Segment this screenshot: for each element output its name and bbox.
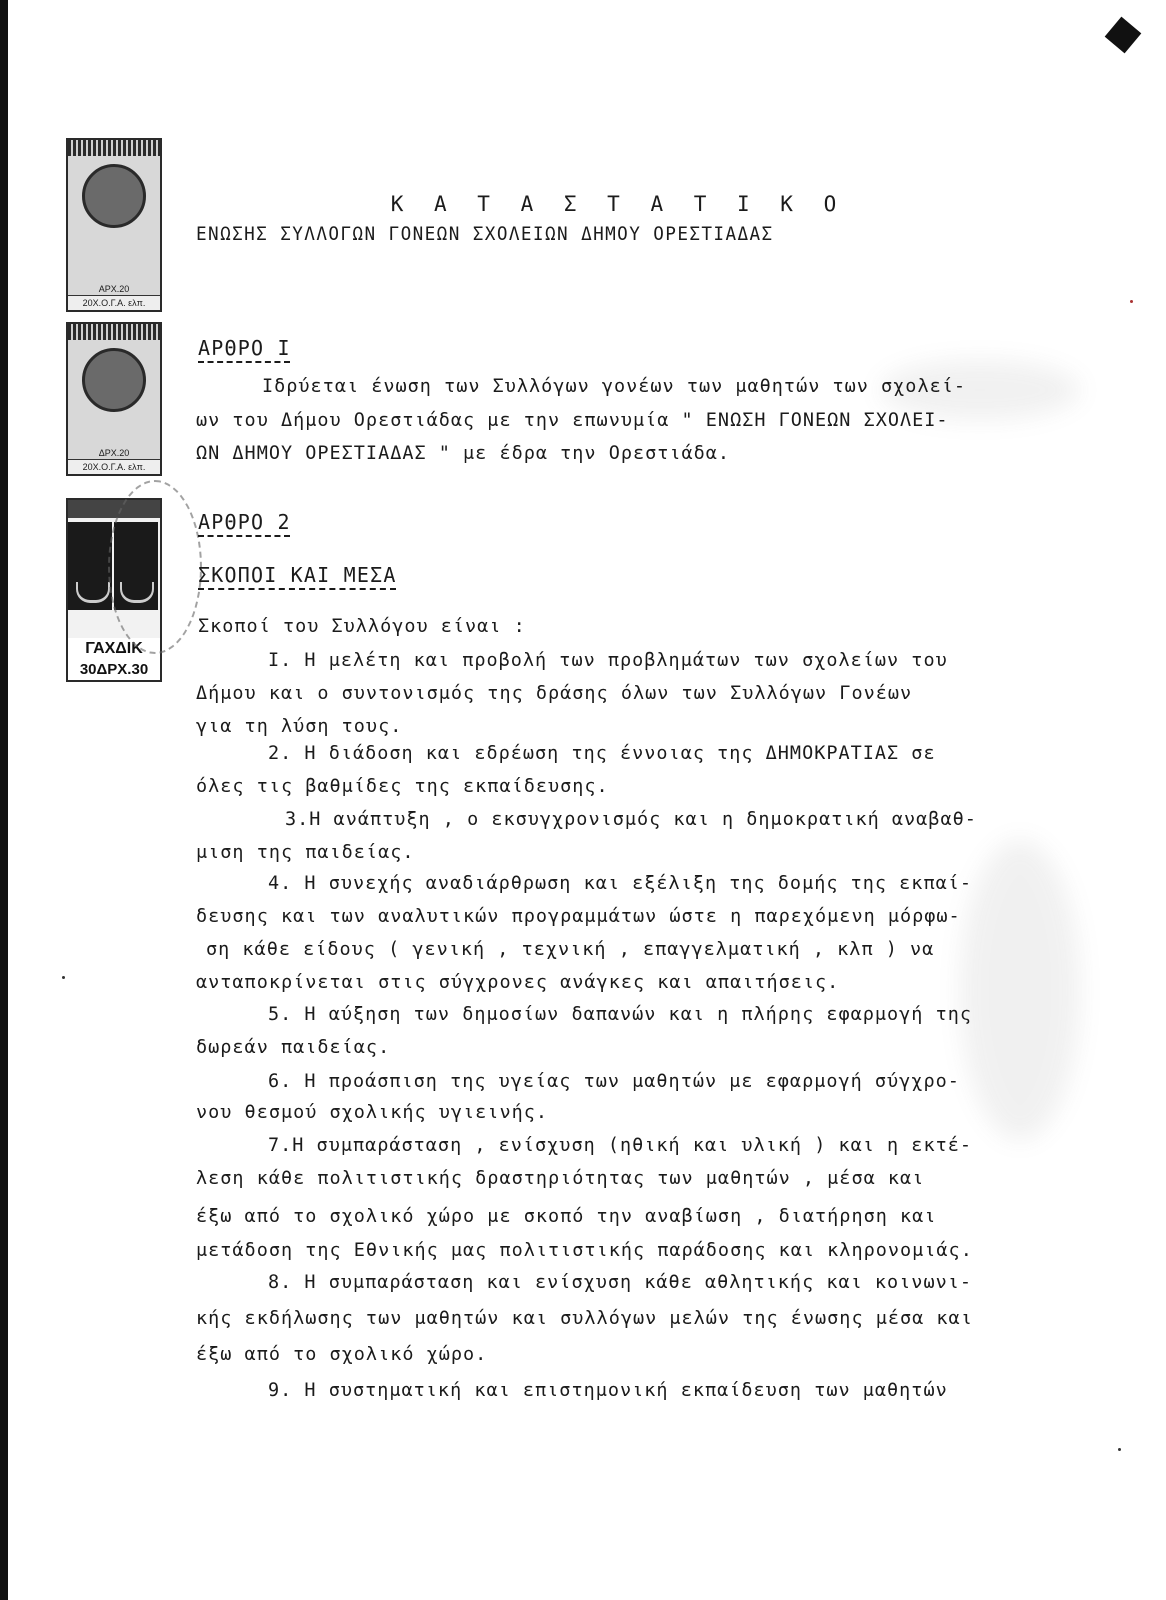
article-2-line: 4. Η συνεχής αναδιάρθρωση και εξέλιξη της δομής της εκπαί-: [268, 873, 973, 894]
article-2-intro: Σκοποί του Συλλόγου είναι :: [198, 616, 526, 637]
article-2-line: νου θεσμού σχολικής υγιεινής.: [196, 1102, 549, 1123]
article-2-line: λεση κάθε πολιτιστικής δραστηριότητας των μαθητών , μέσα και: [196, 1168, 925, 1189]
article-2-line: έξω από το σχολικό χώρο.: [196, 1344, 488, 1365]
speck: [62, 976, 65, 979]
article-2-line: έξω από το σχολικό χώρο με σκοπό την αναβίωση , διατήρηση και: [196, 1206, 937, 1227]
article-1-line: Ιδρύεται ένωση των Συλλόγων γονέων των μαθητών των σχολεί-: [262, 376, 967, 397]
article-2-line: 9. Η συστηματική και επιστημονική εκπαίδευση των μαθητών: [268, 1380, 948, 1401]
document-title: Κ Α Τ Α Σ Τ Α Τ Ι Κ Ο: [390, 192, 846, 216]
article-2-subheading: ΣΚΟΠΟΙ ΚΑΙ ΜΕΣΑ: [198, 563, 397, 587]
revenue-stamp: [66, 138, 162, 312]
ink-seal: [108, 480, 202, 654]
article-1-heading: ΑΡΘΡΟ Ι: [198, 336, 291, 360]
article-2-line: Ι. Η μελέτη και προβολή των προβλημάτων των σχολείων του: [268, 650, 948, 671]
stamp-value: 30ΔΡΧ.30: [68, 660, 160, 680]
article-1-line: ΩΝ ΔΗΜΟΥ ΟΡΕΣΤΙΑΔΑΣ " με έδρα την Ορεστιάδα.: [196, 443, 731, 464]
article-2-line: μιση της παιδείας.: [196, 842, 415, 863]
article-2-line: 8. Η συμπαράσταση και ενίσχυση κάθε αθλητικής και κοινωνι-: [268, 1272, 973, 1293]
article-2-line: ανταποκρίνεται στις σύγχρονες ανάγκες και απαιτήσεις.: [196, 972, 840, 993]
scan-edge: [0, 0, 8, 1600]
article-2-line: δωρεάν παιδείας.: [196, 1037, 391, 1058]
article-2-line: 7.Η συμπαράσταση , ενίσχυση (ηθική και υλική ) και η εκτέ-: [268, 1135, 973, 1156]
article-2-line: μετάδοση της Εθνικής μας πολιτιστικής παράδοσης και κληρονομιάς.: [196, 1240, 973, 1261]
scales-icon: [76, 582, 110, 603]
article-2-line: 5. Η αύξηση των δημοσίων δαπανών και η πλήρης εφαρμογή της: [268, 1004, 973, 1025]
stamp-label: ΓΑΧΔΙΚ: [68, 638, 160, 660]
article-2-line: 6. Η προάσπιση της υγείας των μαθητών με εφαρμογή σύγχρο-: [268, 1071, 960, 1092]
article-2-line: Δήμου και ο συντονισμός της δράσης όλων των Συλλόγων Γονέων: [196, 683, 913, 704]
article-2-line: για τη λύση τους.: [196, 716, 403, 737]
speck: [1118, 1448, 1121, 1451]
revenue-stamp: [66, 322, 162, 476]
article-2-line: όλες τις βαθμίδες της εκπαίδευσης.: [196, 776, 609, 797]
article-2-line: δευσης και των αναλυτικών προγραμμάτων ώστε η παρεχόμενη μόρφω-: [196, 906, 961, 927]
speck: [1130, 300, 1133, 303]
article-2-heading: ΑΡΘΡΟ 2: [198, 510, 291, 534]
article-2-line: ση κάθε είδους ( γενική , τεχνική , επαγγελματική , κλπ ) να: [206, 939, 935, 960]
corner-mark: [1105, 17, 1142, 54]
article-2-line: 2. Η διάδοση και εδρέωση της έννοιας της ΔΗΜΟΚΡΑΤΙΑΣ σε: [268, 743, 936, 764]
article-2-line: κής εκδήλωσης των μαθητών και συλλόγων μελών της ένωσης μέσα και: [196, 1308, 973, 1329]
article-1-line: ων του Δήμου Ορεστιάδας με την επωνυμία " ΕΝΩΣΗ ΓΟΝΕΩΝ ΣΧΟΛΕΙ-: [196, 410, 949, 431]
document-subtitle: ΕΝΩΣΗΣ ΣΥΛΛΟΓΩΝ ΓΟΝΕΩΝ ΣΧΟΛΕΙΩΝ ΔΗΜΟΥ ΟΡΕΣΤΙΑΔΑΣ: [196, 223, 774, 245]
stamp-caption: 20Χ.Ο.Γ.Α. ελπ.: [68, 459, 160, 474]
stamp-value: ΑΡΧ.20: [98, 284, 130, 294]
stamp-portrait-icon: [82, 348, 146, 412]
article-2-line: 3.Η ανάπτυξη , ο εκσυγχρονισμός και η δημοκρατική αναβαθ-: [285, 809, 977, 830]
stamp-caption: 20Χ.Ο.Γ.Α. ελπ.: [68, 295, 160, 310]
stamp-value: ΔΡΧ.20: [98, 448, 130, 458]
